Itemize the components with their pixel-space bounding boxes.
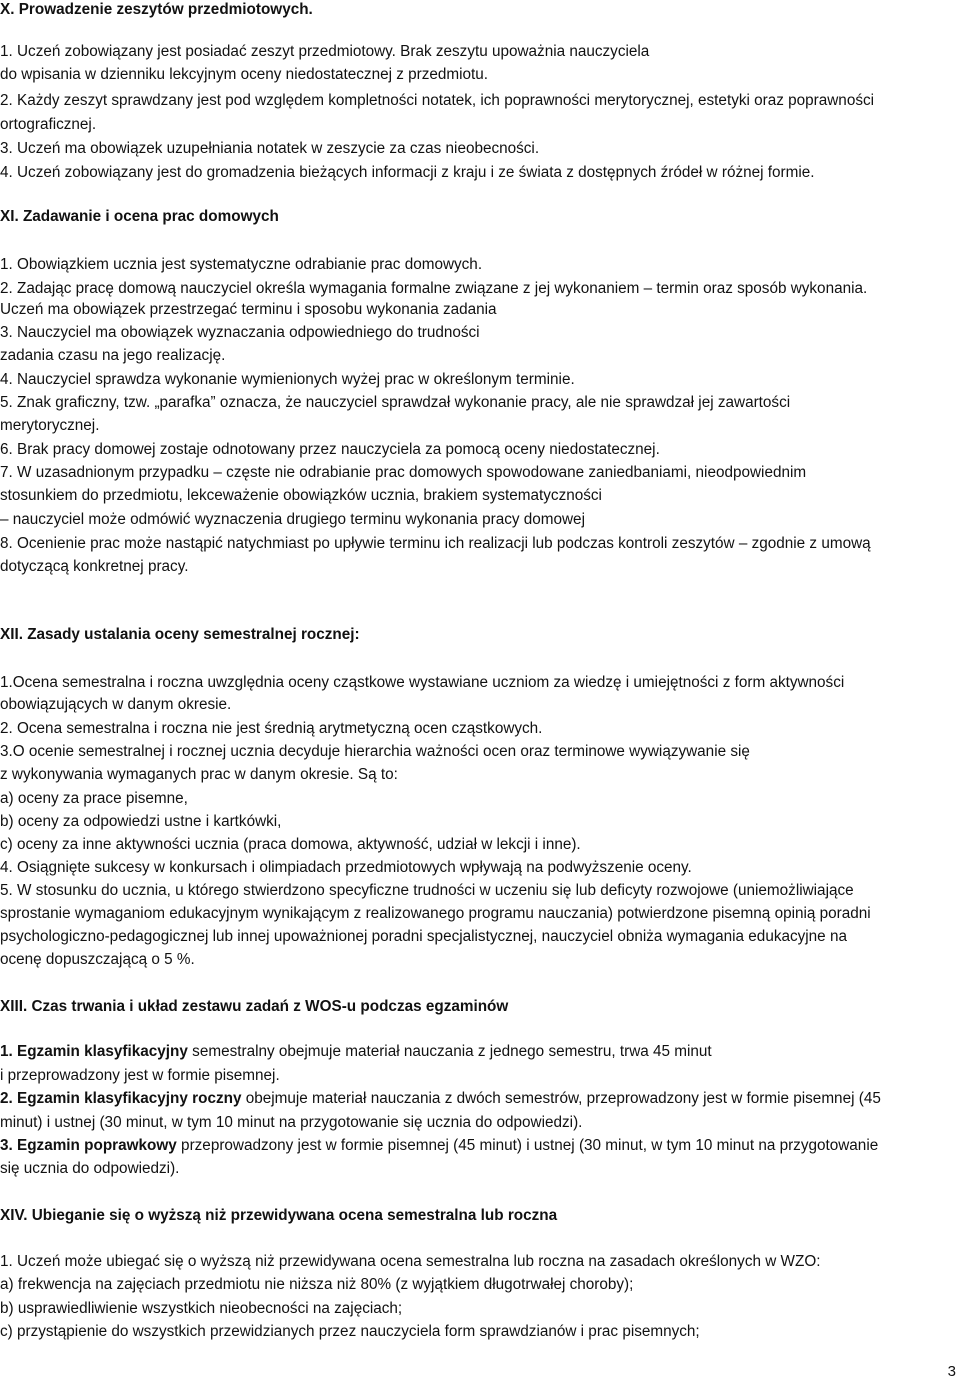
section-xi-line: stosunkiem do przedmiotu, lekceważenie obowiązków ucznia, brakiem systematyczności	[0, 487, 602, 504]
section-x-line: 3. Uczeń ma obowiązek uzupełniania notatek w zeszycie za czas nieobecności.	[0, 140, 540, 157]
section-xi-line: 7. W uzasadnionym przypadku – częste nie odrabianie prac domowych spowodowane zaniedbaniami, nieodpowiednim	[0, 464, 807, 481]
section-xii-line: 1.Ocena semestralna i roczna uwzględnia oceny cząstkowe wystawiane uczniom za wiedzę i umiejętności z form aktywności	[0, 674, 845, 691]
section-xi-line: zadania czasu na jego realizację.	[0, 347, 226, 364]
section-xiv-line: b) usprawiedliwienie wszystkich nieobecności na zajęciach;	[0, 1300, 403, 1317]
exam-item-1	[0, 1042, 712, 1062]
section-xiv-heading: XIV. Ubieganie się o wyższą niż przewidywana ocena semestralna lub roczna	[0, 1207, 558, 1224]
exam-item-2-text: obejmuje materiał nauczania z dwóch semestrów, przeprowadzony jest w formie pisemnej (45	[241, 1090, 881, 1107]
section-xi-line: dotyczącą konkretnej pracy.	[0, 558, 189, 575]
exam-item-1-text: semestralny obejmuje materiał nauczania z jednego semestru, trwa 45 minut	[187, 1043, 712, 1060]
section-xi-heading: XI. Zadawanie i ocena prac domowych	[0, 208, 279, 225]
section-xii-heading: XII. Zasady ustalania oceny semestralnej rocznej:	[0, 626, 360, 643]
section-xii-line: 4. Osiągnięte sukcesy w konkursach i olimpiadach przedmiotowych wpływają na podwyższenie oceny.	[0, 859, 692, 876]
section-xi-line: 3. Nauczyciel ma obowiązek wyznaczania odpowiedniego do trudności	[0, 324, 480, 341]
section-xi-line: 6. Brak pracy domowej zostaje odnotowany przez nauczyciela za pomocą oceny niedostatecznej.	[0, 441, 660, 458]
section-xii-line: 2. Ocena semestralna i roczna nie jest średnią arytmetyczną ocen cząstkowych.	[0, 720, 543, 737]
exam-item-2	[0, 1089, 881, 1109]
section-xi-line: Uczeń ma obowiązek przestrzegać terminu i sposobu wykonania zadania	[0, 301, 497, 318]
section-xii-line: 5. W stosunku do ucznia, u którego stwierdzono specyficzne trudności w uczeniu się lub deficyty rozwojowe (uniemożliwiające	[0, 882, 854, 899]
section-xii-line: obowiązujących w danym okresie.	[0, 696, 232, 713]
section-xi-line: 8. Ocenienie prac może nastąpić natychmiast po upływie terminu ich realizacji lub podczas kontroli zeszytów – zgodnie z umową	[0, 535, 871, 552]
section-xiv-line: c) przystąpienie do wszystkich przewidzianych przez nauczyciela form sprawdzianów i prac pisemnych;	[0, 1323, 700, 1340]
section-xii-line: sprostanie wymaganiom edukacyjnym wynikającym z realizowanego programu nauczania) potwierdzone pisemną opinią poradni	[0, 905, 871, 922]
exam-item-3-cont: się ucznia do odpowiedzi).	[0, 1160, 180, 1177]
section-x-heading: X. Prowadzenie zeszytów przedmiotowych.	[0, 1, 313, 18]
section-x-line: 1. Uczeń zobowiązany jest posiadać zeszyt przedmiotowy. Brak zeszytu upoważnia nauczyciela	[0, 43, 650, 60]
section-xi-line: 5. Znak graficzny, tzw. „parafka” oznacza, że nauczyciel sprawdzał wykonanie pracy, ale nie sprawdzał jej zawartości	[0, 394, 791, 411]
section-xii-line: a) oceny za prace pisemne,	[0, 790, 188, 807]
section-xii-line: z wykonywania wymaganych prac w danym okresie. Są to:	[0, 766, 398, 783]
exam-item-1-title: 1. Egzamin klasyfikacyjny	[0, 1043, 188, 1060]
section-xii-line: ocenę dopuszczającą o 5 %.	[0, 951, 195, 968]
section-xii-line: b) oceny za odpowiedzi ustne i kartkówki,	[0, 813, 282, 830]
section-x-line: do wpisania w dzienniku lekcyjnym oceny niedostatecznej z przedmiotu.	[0, 66, 489, 83]
exam-item-3	[0, 1136, 878, 1156]
section-xi-line: 4. Nauczyciel sprawdza wykonanie wymienionych wyżej prac w określonym terminie.	[0, 371, 575, 388]
section-xii-line: c) oceny za inne aktywności ucznia (praca domowa, aktywność, udział w lekcji i inne).	[0, 836, 581, 853]
section-xii-line: 3.O ocenie semestralnej i rocznej ucznia decyduje hierarchia ważności ocen oraz terminowe wywiązywanie się	[0, 743, 750, 760]
exam-item-2-title: 2. Egzamin klasyfikacyjny roczny	[0, 1090, 242, 1107]
exam-item-3-text: przeprowadzony jest w formie pisemnej (45 minut) i ustnej (30 minut, w tym 10 minut na przygotowanie	[176, 1137, 879, 1154]
section-xi-line: merytorycznej.	[0, 417, 100, 434]
section-xi-line: 2. Zadając pracę domową nauczyciel określa wymagania formalne związane z jej wykonaniem – termin oraz sposób wykonania.	[0, 280, 868, 297]
section-x-line: 4. Uczeń zobowiązany jest do gromadzenia bieżących informacji z kraju i ze świata z dostępnych źródeł w różnej formie.	[0, 164, 815, 181]
section-xii-line: psychologiczno-pedagogicznej lub innej upoważnionej poradni specjalistycznej, nauczyciel obniża wymagania edukacyjne na	[0, 928, 847, 945]
exam-item-3-title: 3. Egzamin poprawkowy	[0, 1137, 177, 1154]
exam-item-2-cont: minut) i ustnej (30 minut, w tym 10 minut na przygotowanie się ucznia do odpowiedzi).	[0, 1114, 583, 1131]
section-xiii-heading: XIII. Czas trwania i układ zestawu zadań z WOS-u podczas egzaminów	[0, 998, 509, 1015]
section-xiv-line: 1. Uczeń może ubiegać się o wyższą niż przewidywana ocena semestralna lub roczna na zasadach określonych w WZO:	[0, 1253, 821, 1270]
section-xiv-line: a) frekwencja na zajęciach przedmiotu nie niższa niż 80% (z wyjątkiem długotrwałej choroby);	[0, 1276, 634, 1293]
section-x-line: ortograficznej.	[0, 116, 97, 133]
section-xi-line: – nauczyciel może odmówić wyznaczenia drugiego terminu wykonania pracy domowej	[0, 511, 585, 528]
section-xi-line: 1. Obowiązkiem ucznia jest systematyczne odrabianie prac domowych.	[0, 256, 483, 273]
page-number: 3	[947, 1363, 956, 1380]
exam-item-1-cont: i przeprowadzony jest w formie pisemnej.	[0, 1067, 280, 1084]
section-x-line: 2. Każdy zeszyt sprawdzany jest pod względem kompletności notatek, ich poprawności merytorycznej, estetyki oraz poprawności	[0, 92, 875, 109]
